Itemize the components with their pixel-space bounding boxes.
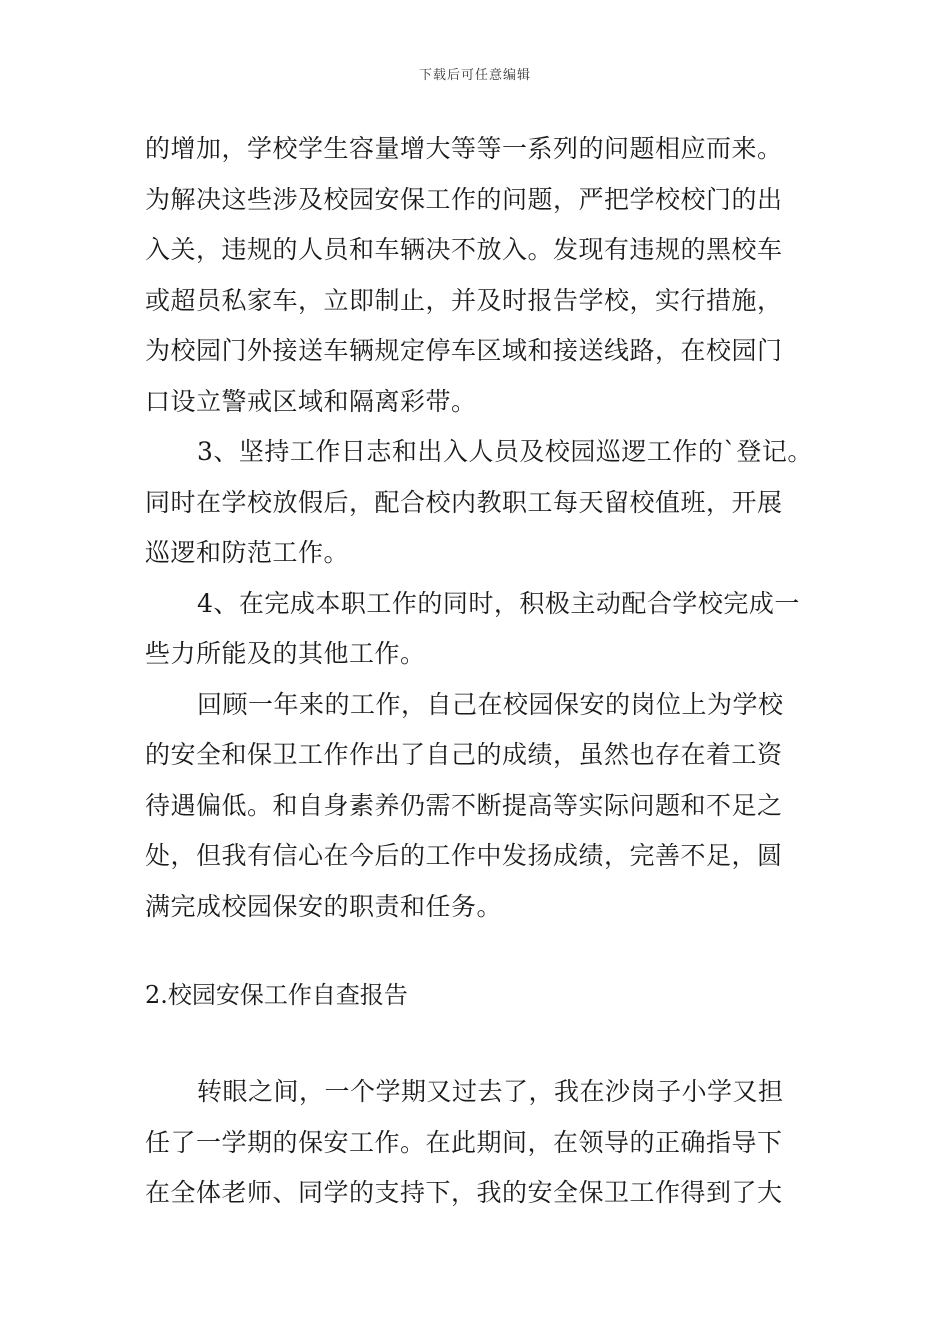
text-line: 或超员私家车，立即制止，并及时报告学校，实行措施， [145,285,783,315]
text-line: 巡逻和防范工作。 [145,538,350,567]
text-line: 些力所能及的其他工作。 [145,639,426,668]
page-header: 下载后可任意编辑 [418,68,531,83]
text-line: 回顾一年来的工作，自己在校园保安的岗位上为学校 [197,689,784,719]
document-body [145,124,825,932]
document-body-continued [145,1067,825,1219]
text-line: 3、坚持工作日志和出入人员及校园巡逻工作的`登记。 [197,437,813,466]
text-line: 同时在学校放假后，配合校内教职工每天留校值班，开展 [145,487,783,517]
text-line: 处，但我有信心在今后的工作中发扬成绩，完善不足，圆 [145,841,783,870]
text-line: 任了一学期的保安工作。在此期间，在领导的正确指导下 [145,1127,783,1157]
text-line: 4、在完成本职工作的同时，积极主动配合学校完成一 [197,588,800,618]
text-line: 口设立警戒区域和隔离彩带。 [145,386,477,416]
text-line: 为校园门外接送车辆规定停车区域和接送线路，在校园门 [145,336,783,365]
text-line: 的安全和保卫工作作出了自己的成绩，虽然也存在着工资 [145,740,783,769]
section-heading: 2.校园安保工作自查报告 [145,981,408,1009]
text-line: 满完成校园保安的职责和任务。 [145,891,503,921]
text-line: 待遇偏低。和自身素养仍需不断提高等实际问题和不足之 [145,790,783,820]
text-line: 的增加，学校学生容量增大等等一系列的问题相应而来。 [145,134,783,163]
text-line: 为解决这些涉及校园安保工作的问题，严把学校校门的出 [145,184,783,214]
text-line: 入关，违规的人员和车辆决不放入。发现有违规的黑校车 [145,235,783,264]
text-line: 转眼之间，一个学期又过去了，我在沙岗子小学又担 [197,1077,784,1106]
text-line: 在全体老师、同学的支持下，我的安全保卫工作得到了大 [145,1178,783,1207]
